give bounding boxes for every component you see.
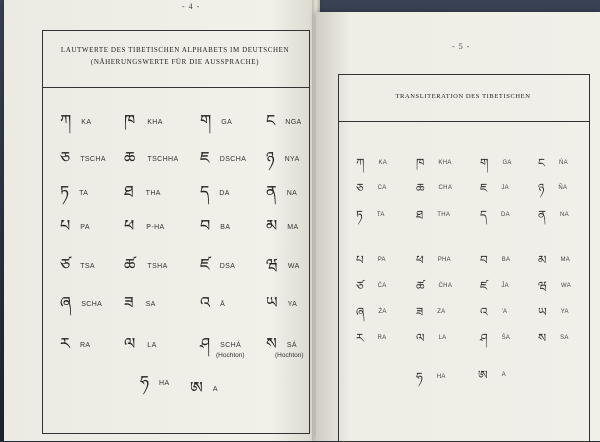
- letter-label: DA: [500, 212, 510, 219]
- letter-label: DSA: [219, 262, 236, 270]
- letter-label: RA: [377, 335, 387, 342]
- tibetan-letter: ར: [356, 331, 364, 345]
- letter-label: NYA: [284, 155, 300, 163]
- tibetan-letter: པ: [60, 216, 71, 235]
- letter-label: ŃA: [558, 160, 568, 167]
- letter-label: PHA: [437, 257, 451, 264]
- tibetan-letter: ཙ: [356, 279, 364, 293]
- letter-cell: [60, 113, 91, 131]
- letter-label: ĆHA: [438, 283, 453, 290]
- tibetan-letter: ཇ: [480, 181, 488, 195]
- tibetan-letter: ཀ: [356, 156, 365, 170]
- tibetan-letter: ཅ: [356, 181, 364, 195]
- letter-label: YA: [560, 309, 569, 316]
- tibetan-letter: ཅ: [60, 148, 71, 167]
- letter-cell: [266, 295, 297, 313]
- tibetan-letter: ན: [266, 182, 277, 201]
- tibetan-letter: ང: [266, 111, 276, 130]
- tibetan-letter: ཤ: [200, 334, 211, 353]
- letter-cell: [266, 150, 300, 168]
- letter-cell: [266, 257, 300, 275]
- letter-label: HA: [159, 379, 170, 387]
- page-title: LAUTWERTE DES TIBETISCHEN ALPHABETS IM DEUTSCHEN (NÄHERUNGSWERTE FÜR DIE AUSSPRACHE): [60, 46, 290, 66]
- tibetan-letter: མ: [266, 216, 278, 235]
- letter-cell: [266, 184, 297, 202]
- letter-label: GA: [502, 160, 512, 167]
- tibetan-letter: ཛ: [480, 279, 488, 293]
- tibetan-letter: བ: [480, 253, 488, 267]
- letter-label: WA: [287, 262, 300, 270]
- right-page: [316, 12, 600, 441]
- tibetan-letter: ཟ: [416, 305, 424, 319]
- tibetan-letter: མ: [538, 253, 547, 267]
- letter-cell: [60, 184, 88, 202]
- letter-label: BA: [501, 257, 511, 264]
- tibetan-letter: ཏ: [356, 208, 363, 222]
- tibetan-letter: ཧ: [140, 372, 149, 391]
- tibetan-letter: ཆ: [416, 181, 425, 195]
- hochton-note: (Hochton): [275, 352, 304, 359]
- tibetan-letter: ཉ: [266, 148, 275, 167]
- letter-label: TA: [376, 212, 385, 219]
- letter-label: CA: [377, 185, 387, 192]
- tibetan-letter: ད: [200, 182, 210, 201]
- letter-cell: [356, 202, 385, 236]
- tibetan-letter: ཆ: [124, 148, 136, 167]
- letter-label: SÁ: [286, 341, 297, 349]
- letter-cell: [200, 113, 232, 131]
- tibetan-letter: ཧ: [416, 370, 423, 384]
- letter-label: Ā: [220, 300, 226, 308]
- letter-label: 'A: [501, 309, 508, 316]
- letter-label: TSA: [80, 262, 96, 270]
- letter-label: CHA: [438, 185, 453, 192]
- tibetan-letter: ཁ: [416, 156, 425, 170]
- letter-label: SA: [145, 300, 156, 308]
- tibetan-letter: ཨ: [190, 378, 203, 397]
- tibetan-letter: ཐ: [416, 208, 424, 222]
- letter-cell: [538, 202, 569, 236]
- letter-cell: [416, 202, 450, 236]
- letter-label: PA: [80, 223, 90, 231]
- letter-cell: [124, 113, 163, 131]
- letter-label: ZA: [437, 309, 446, 316]
- tibetan-letter: ཨ: [478, 368, 488, 382]
- letter-label: TA: [79, 189, 89, 197]
- tibetan-letter: ཡ: [538, 305, 547, 319]
- letter-label: LA: [147, 341, 157, 349]
- tibetan-letter: ཞ: [60, 293, 72, 312]
- hochton-note: (Hochton): [216, 352, 245, 359]
- letter-label: TSCHA: [80, 155, 106, 163]
- tibetan-letter: ཟ: [124, 293, 134, 312]
- tibetan-letter: ཤ: [480, 331, 488, 345]
- letter-cell: [480, 202, 510, 236]
- tibetan-letter: ཚ: [416, 279, 425, 293]
- letter-cell: [60, 150, 106, 168]
- tibetan-letter: ཕ: [416, 253, 424, 267]
- letter-cell: [60, 295, 102, 313]
- letter-label: A: [501, 372, 506, 379]
- tibetan-letter: ཕ: [124, 216, 135, 235]
- letter-label: MA: [560, 257, 571, 264]
- letter-cell: [140, 374, 170, 392]
- letter-cell: [356, 325, 386, 359]
- letter-cell: [266, 218, 299, 236]
- letter-cell: [60, 336, 91, 354]
- tibetan-letter: ཀ: [60, 111, 72, 130]
- letter-label: BA: [220, 223, 231, 231]
- letter-label: YA: [287, 300, 298, 308]
- letter-label: P-HA: [146, 223, 165, 231]
- letter-cell: [60, 257, 95, 275]
- letter-cell: [60, 218, 90, 236]
- letter-cell: [200, 257, 235, 275]
- tibetan-letter: ཡ: [266, 293, 278, 312]
- letter-label: SA: [560, 335, 569, 342]
- letter-label: NA: [286, 189, 298, 197]
- letter-label: GA: [221, 118, 233, 126]
- letter-label: RA: [79, 341, 91, 349]
- letter-cell: [124, 184, 161, 202]
- letter-label: PA: [377, 257, 386, 264]
- tibetan-letter: ལ: [416, 331, 425, 345]
- letter-cell: [266, 113, 302, 131]
- page-title: TRANSLITERATION DES TIBETISCHEN: [395, 93, 531, 100]
- tibetan-letter: ད: [480, 208, 487, 222]
- letter-label: NGA: [285, 118, 302, 126]
- letter-label: ĴA: [501, 283, 509, 290]
- tibetan-letter: ས: [538, 331, 547, 345]
- letter-label: ŹA: [378, 309, 387, 316]
- tibetan-letter: ཛ: [200, 255, 210, 274]
- letter-label: THA: [145, 189, 161, 197]
- tibetan-letter: ཚ: [124, 255, 136, 274]
- letter-cell: [124, 295, 156, 313]
- letter-cell: [200, 218, 230, 236]
- tibetan-letter: ཝ: [266, 255, 278, 274]
- letter-label: MA: [287, 223, 299, 231]
- letter-label: JA: [501, 185, 509, 192]
- tibetan-letter: ཉ: [538, 181, 545, 195]
- tibetan-letter: པ: [356, 253, 364, 267]
- letter-label: ĆA: [377, 283, 387, 290]
- letter-cell: [200, 295, 225, 313]
- letter-cell: [124, 336, 157, 354]
- letter-label: KA: [378, 160, 388, 167]
- letter-cell: [478, 362, 506, 396]
- tibetan-letter: ས: [266, 334, 277, 353]
- tibetan-letter: འ: [200, 293, 211, 312]
- letter-cell: [200, 150, 246, 168]
- letter-cell: [200, 184, 230, 202]
- tibetan-letter: བ: [200, 216, 211, 235]
- tibetan-letter: ཝ: [538, 279, 547, 293]
- tibetan-letter: ག: [200, 111, 212, 130]
- letter-label: ŚA: [501, 335, 511, 342]
- tibetan-letter: ཐ: [124, 182, 134, 201]
- tibetan-letter: འ: [480, 305, 488, 319]
- letter-label: TSCHHA: [147, 155, 179, 163]
- letter-cell: [124, 257, 168, 275]
- letter-label: KHA: [147, 118, 163, 126]
- tibetan-letter: ང: [538, 156, 545, 170]
- letter-label: THA: [437, 212, 451, 219]
- letter-label: KA: [81, 118, 92, 126]
- tibetan-letter: ག: [480, 156, 489, 170]
- letter-label: HA: [436, 374, 446, 381]
- tibetan-letter: ཁ: [124, 111, 136, 130]
- letter-cell: [416, 325, 446, 359]
- letter-cell: [190, 380, 218, 398]
- tibetan-letter: ཏ: [60, 182, 70, 201]
- letter-label: SCHA: [81, 300, 103, 308]
- letter-cell: [124, 150, 179, 168]
- letter-label: WA: [560, 283, 571, 290]
- letter-label: ÑA: [558, 185, 568, 192]
- tibetan-letter: ན: [538, 208, 547, 222]
- page-number: - 5 -: [452, 42, 471, 51]
- tibetan-letter: ཞ: [356, 305, 365, 319]
- letter-label: SCHÁ: [220, 341, 242, 349]
- letter-cell: [538, 325, 569, 359]
- page-number: - 4 -: [182, 2, 201, 11]
- tibetan-letter: ཇ: [200, 148, 210, 167]
- letter-label: NA: [560, 212, 569, 219]
- tibetan-letter: ར: [60, 334, 70, 353]
- letter-label: DA: [219, 189, 230, 197]
- left-page: [4, 0, 318, 441]
- letter-label: TSHA: [147, 262, 168, 270]
- letter-label: DSCHA: [219, 155, 247, 163]
- letter-label: LA: [438, 335, 447, 342]
- letter-cell: [416, 364, 446, 398]
- letter-label: A: [212, 385, 218, 393]
- tibetan-letter: ཙ: [60, 255, 71, 274]
- tibetan-letter: ལ: [124, 334, 136, 353]
- letter-label: KHA: [438, 160, 452, 167]
- letter-cell: [124, 218, 165, 236]
- letter-cell: [480, 325, 510, 359]
